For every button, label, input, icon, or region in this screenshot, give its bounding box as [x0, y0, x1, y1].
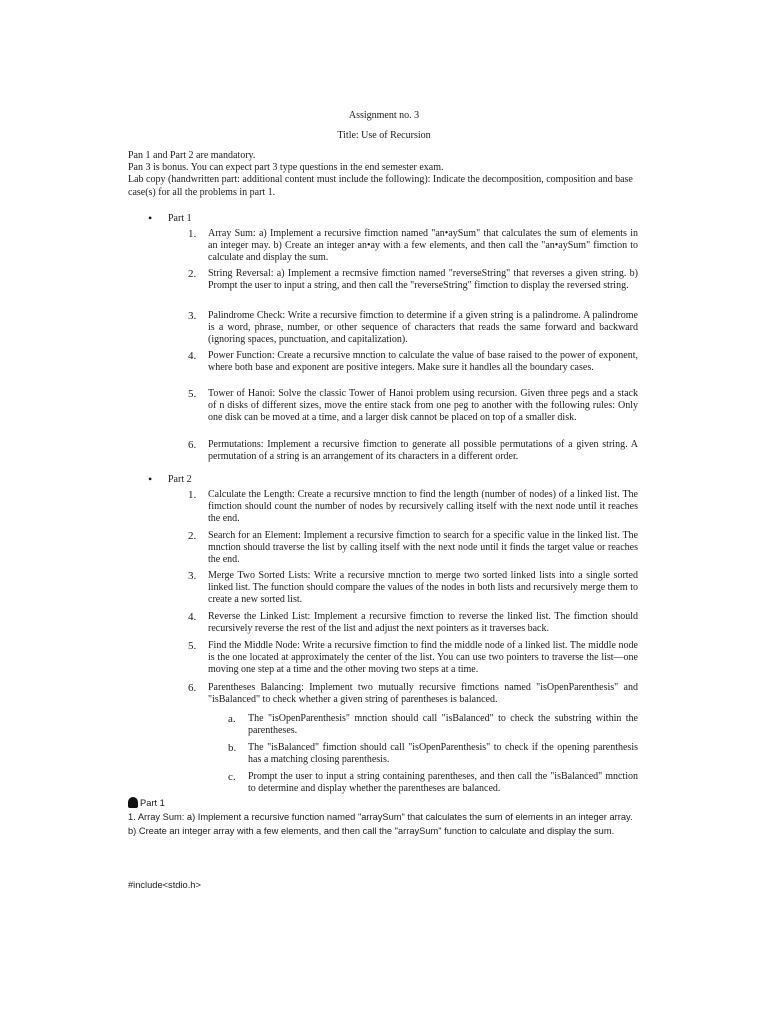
- code-line: #include<stdio.h>: [128, 880, 201, 890]
- intro-line-bonus: Pan 3 is bonus. You can expect part 3 type questions in the end semester exam.: [128, 162, 444, 174]
- item-text: Calculate the Length: Create a recursive mnction to find the length (number of nodes) of a linked list. The fimction should count the number of nodes by recursively calling itself with the next node until it reaches the end.: [208, 489, 638, 525]
- sub-item-letter: c.: [228, 771, 236, 783]
- item-text: Palindrome Check: Write a recursive fimction to determine if a given string is a palindrome. A palindrome is a word, phrase, number, or other sequence of characters that reads the same forward and backward (ignoring spaces, punctuation, and capitalization).: [208, 310, 638, 346]
- item-text: Array Sum: a) Implement a recursive fimction named "an•aySum" that calculates the sum of elements in an integer may. b) Create an integer an•ay with a few elements, and then call the "an•aySum" fimction to calculate and display the sum.: [208, 228, 638, 264]
- item-number: 5.: [188, 388, 197, 400]
- item-text: Permutations: Implement a recursive fimction to generate all possible permutations of a given string. A permutation of a string is an arrangement of its characters in a different order.: [208, 439, 638, 463]
- item-number: 2.: [188, 268, 197, 280]
- item-number: 6.: [188, 439, 197, 451]
- item-text: Power Function: Create a recursive mnction to calculate the value of base raised to the power of exponent, where both base and exponent are positive integers. Make sure it handles all the boundary cases.: [208, 350, 638, 374]
- item-text: String Reversal: a) Implement a recmsive fimction named "reverseString" that reverses a given string. b) Prompt the user to input a string, and then call the "reverseString" fimction to display the reversed string.: [208, 268, 638, 292]
- item-number: 4.: [188, 350, 197, 362]
- item-number: 4.: [188, 611, 197, 623]
- item-number: 5.: [188, 640, 197, 652]
- intro-line-labcopy: Lab copy (handwritten part: additional content must include the following): Indicate the decomposition, composition and base case(s) for all the problems in part 1.: [128, 174, 633, 198]
- item-text: Parentheses Balancing: Implement two mutually recursive fimctions named "isOpenParenthesis" and "isBalanced" to check whether a given string of parentheses is balanced.: [208, 682, 638, 706]
- sub-item-text: Prompt the user to input a string containing parentheses, and then call the "isBalanced" mnction to determine and display whether the parentheses are balanced.: [248, 771, 638, 795]
- bullet-icon: •: [148, 472, 153, 486]
- item-text: Reverse the Linked List: Implement a recursive fimction to reverse the linked list. The fimction should recursively reverse the rest of the list and adjust the next pointers as it traverses back.: [208, 611, 638, 635]
- bullet-icon: •: [148, 211, 153, 225]
- item-number: 6.: [188, 682, 197, 694]
- bullet-icon: [128, 797, 138, 808]
- assignment-title: Assignment no. 3: [348, 110, 420, 121]
- part1-heading: Part 1: [168, 213, 192, 224]
- item-number: 2.: [188, 530, 197, 542]
- solution-question: 1. Array Sum: a) Implement a recursive function named "arraySum" that calculates the sum of elements in an integer array. b) Create an integer array with a few elements, and then call the "arraySum" function to calculate and display the sum.: [128, 812, 633, 836]
- item-text: Merge Two Sorted Lists: Write a recursive mnction to merge two sorted linked lists into a single sorted linked list. The function should compare the values of the nodes in both lists and recursively merge them to create a new sorted list.: [208, 570, 638, 606]
- assignment-subtitle: Title: Use of Recursion: [337, 130, 431, 141]
- sub-item-letter: b.: [228, 742, 237, 754]
- item-number: 1.: [188, 489, 197, 501]
- sub-item-text: The "isBalanced" fimction should call "isOpenParenthesis" to check if the opening parenthesis has a matching closing parenthesis.: [248, 742, 638, 766]
- part2-heading: Part 2: [168, 474, 192, 485]
- solution-heading: Part 1: [140, 798, 165, 808]
- intro-line-mandatory: Pan 1 and Part 2 are mandatory.: [128, 150, 256, 161]
- solution-heading-row: [128, 796, 640, 810]
- item-number: 1.: [188, 228, 197, 240]
- sub-item-text: The "isOpenParenthesis" mnction should call "isBalanced" to check the substring within the parentheses.: [248, 713, 638, 737]
- item-number: 3.: [188, 310, 197, 322]
- sub-item-letter: a.: [228, 713, 236, 725]
- intro-block: [128, 150, 640, 199]
- item-text: Search for an Element: Implement a recursive fimction to search for a specific value in the linked list. The mnction should traverse the list by calling itself with the next node until it finds the target value or reaches the end.: [208, 530, 638, 566]
- item-text: Find the Middle Node: Write a recursive fimction to find the middle node of a linked list. The middle node is the one located at approximately the center of the list. You can use two pointers to traverse the list—one moving one step at a time and the other moving two steps at a time.: [208, 640, 638, 676]
- item-text: Tower of Hanoi: Solve the classic Tower of Hanoi problem using recursion. Given three pegs and a stack of n disks of different sizes, move the entire stack from one peg to another with the following rules: Only one disk can be moved at a time, and a larger disk cannot be placed on top of a smaller disk.: [208, 388, 638, 424]
- item-number: 3.: [188, 570, 197, 582]
